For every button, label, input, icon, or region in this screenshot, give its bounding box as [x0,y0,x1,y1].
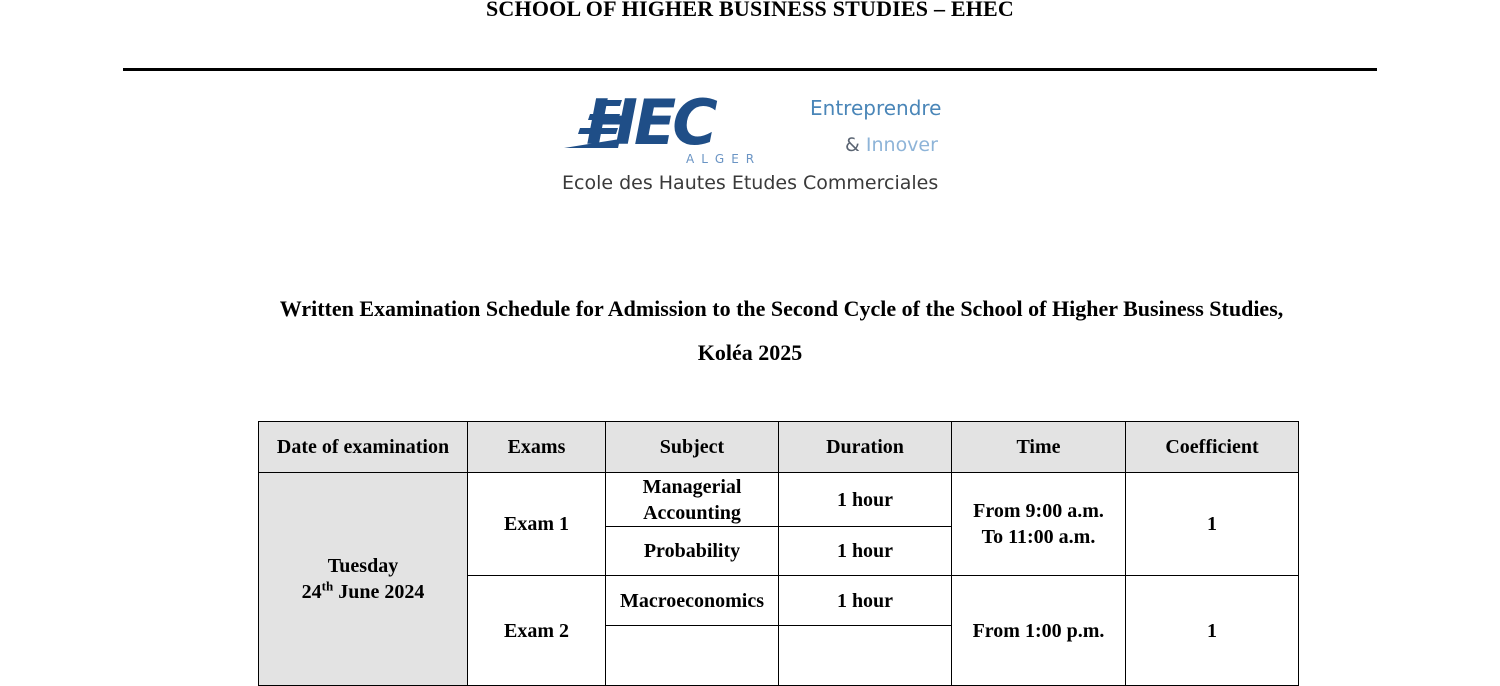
exam-1-duration-1: 1 hour [779,473,952,527]
exam-1-subject-2: Probability [606,527,779,576]
exam-1-name: Exam 1 [468,473,606,576]
exam-day-ordinal: th [321,578,334,594]
exam-2-subject-1: Macroeconomics [606,576,779,626]
exam-2-duration-2 [779,626,952,686]
exam-date-cell [259,473,468,686]
logo-tagline-innover: Innover [865,134,938,156]
exam-month-year: June 2024 [338,581,425,603]
table-row [259,473,1299,527]
document-title-line-2: Koléa 2025 [697,340,803,365]
header-divider [123,68,1377,71]
exam-2-duration-1: 1 hour [779,576,952,626]
logo-hec-text: HEC [586,86,714,159]
exam-weekday: Tuesday [327,555,399,577]
header-exams: Exams [468,422,606,473]
document-title-line-1: Written Examination Schedule for Admission to the Second Cycle of the School of Higher Business Studies, [279,296,1284,321]
logo-tagline-ampersand: & [845,134,860,156]
header-duration: Duration [779,422,952,473]
exam-2-time [952,576,1126,686]
logo-tagline-2 [845,134,938,156]
exam-schedule-table [258,421,1299,686]
header-subject: Subject [606,422,779,473]
school-title: SCHOOL OF HIGHER BUSINESS STUDIES – EHEC [485,0,1014,21]
exam-1-time-to: To 11:00 a.m. [981,526,1096,548]
table-header-row [259,422,1299,473]
exam-1-coefficient: 1 [1126,473,1299,576]
logo-tagline-1: Entreprendre [810,96,942,120]
exam-day: 24 [301,581,322,603]
exam-2-name: Exam 2 [468,576,606,686]
exam-1-time [952,473,1126,576]
header-date: Date of examination [259,422,468,473]
exam-2-coefficient: 1 [1126,576,1299,686]
logo-city-text: ALGER [686,152,762,166]
exam-1-duration-2: 1 hour [779,527,952,576]
header-coefficient: Coefficient [1126,422,1299,473]
exam-1-subject-1: Managerial Accounting [606,473,779,527]
exam-2-time-from: From 1:00 p.m. [972,619,1105,642]
exam-1-time-from: From 9:00 a.m. [973,500,1104,522]
logo-full-name: Ecole des Hautes Etudes Commerciales [562,172,939,194]
header-time: Time [952,422,1126,473]
exam-2-subject-2 [606,626,779,686]
ehec-logo [560,86,950,202]
